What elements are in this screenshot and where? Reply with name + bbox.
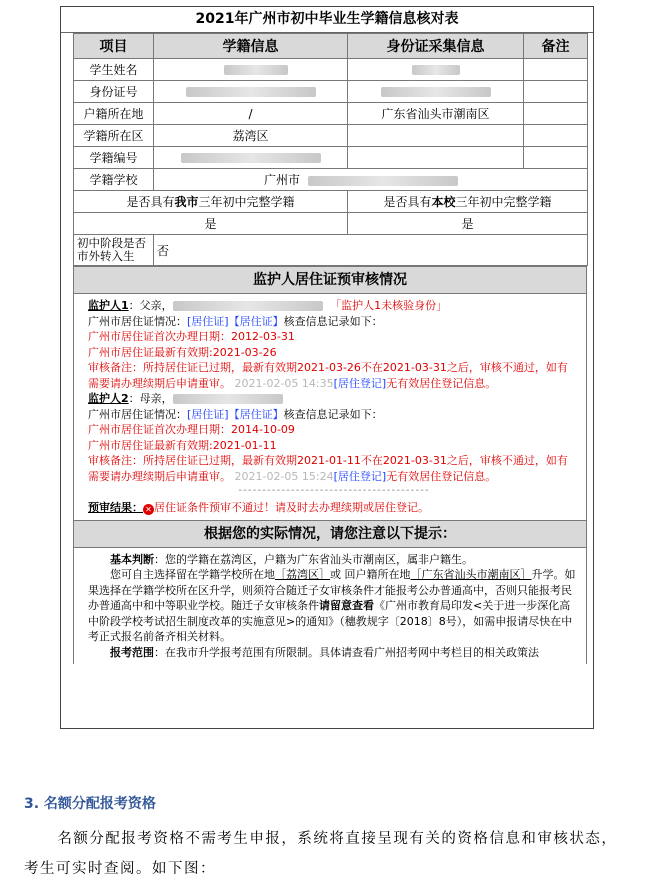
guardian2-status [88,407,578,423]
redaction-blur [308,176,458,186]
result-label: 预审结果： [88,501,143,514]
answer-city: 是 [74,213,348,235]
table-row [74,81,588,103]
redaction-blur [181,153,321,163]
row-label: 学籍学校 [74,169,154,191]
residence-registration-link[interactable]: [居住登记] [333,469,387,483]
guardian2-line [88,391,578,407]
tips-scope [88,645,576,661]
guardian2-label: 监护人2 [88,392,129,405]
q-text: 三年初中完整学籍 [198,195,295,209]
q-text: 三年初中完整学籍 [455,195,552,209]
scope-label: 报考范围 [110,645,154,659]
table-row [74,147,588,169]
registration-text: 无有效居住登记信息。 [386,469,497,483]
cell-value: 广东省汕头市潮南区 [348,103,524,125]
table-row [74,59,588,81]
section3-heading: 3. 名额分配报考资格 [24,796,156,812]
scope-text: ：在我市升学报考范围有所限制。具体请查看广州招考网中考栏目的相关政策法 [154,645,539,659]
tips-text: 您可自主选择留在学籍学校所在地 [110,568,275,581]
cell-value: / [154,103,348,125]
guardian1-relation: ：父亲， [128,299,173,312]
info-table [73,33,588,266]
row-label: 学生姓名 [74,59,154,81]
tips-district: ［荔湾区］ [275,568,330,581]
redacted-cell [154,59,348,81]
table-row [74,103,588,125]
status-tags: [居住证]【居住证】 [187,407,284,421]
q-text: 是否具有 [126,195,175,209]
pre-review-result [88,500,578,516]
result-text: 居住证条件预审不通过！请及时去办理续期或居住登记。 [154,501,429,514]
basic-label: 基本判断 [110,552,154,566]
tips-text: 或 回户籍所在地 [330,568,411,581]
redaction-blur [224,65,288,75]
status-tags: [居住证]【居住证】 [187,314,284,328]
q-emphasis: 本校 [431,195,456,209]
remark-cell [524,81,588,103]
redaction-blur [173,301,323,311]
guardian1-note: 「监护人1未核验身份」 [330,299,448,312]
redaction-blur [186,87,316,97]
guardian1-status [88,314,578,330]
col-header-school-info: 学籍信息 [154,34,348,59]
tips-emphasis: 请留意查看 [319,599,374,612]
question-full-record-school [348,191,588,213]
review-text: 审核备注：所持居住证已过期，最新有效期2021-01-11不在2021-03-31之后，审核不通过，如有需要请办理续期后申请重审。 [88,454,568,483]
tips-body [74,548,586,665]
guardian-heading: 监护人居住证预审核情况 [74,266,586,294]
question-full-record-city [74,191,348,213]
q-emphasis: 我市 [174,195,199,209]
guardian2-review [88,453,578,484]
guardian1-line [88,298,578,314]
guardian2-valid-date: 广州市居住证最新有效期:2021-01-11 [88,438,277,452]
status-text: 核查信息记录如下： [283,407,383,421]
basic-text: ：您的学籍在荔湾区，户籍为广东省汕头市潮南区，属非户籍生。 [154,552,473,566]
row-label: 学籍所在区 [74,125,154,147]
status-text: 核查信息记录如下： [283,314,383,328]
row-label: 身份证号 [74,81,154,103]
col-header-id-info: 身份证采集信息 [348,34,524,59]
review-text: 审核备注：所持居住证已过期，最新有效期2021-03-26不在2021-03-31之后，审核不通过，如有需要请办理续期后申请重审。 [88,361,568,390]
transfer-value: 否 [154,235,588,266]
redacted-cell [154,81,348,103]
guardian-body [74,294,586,520]
guardian1-first-date: 广州市居住证首次办理日期：2012-03-31 [88,330,295,343]
row-label: 户籍所在地 [74,103,154,125]
cell-value [348,125,524,147]
school-name-prefix: 广州市 [264,173,301,187]
answer-school: 是 [348,213,588,235]
error-icon: ✕ [143,504,154,515]
transfer-label-line1: 初中阶段是否 [77,236,146,250]
guardian-section [73,266,587,664]
col-header-remark: 备注 [524,34,588,59]
cell-value: 荔湾区 [154,125,348,147]
remark-cell [524,125,588,147]
q-text: 是否具有 [383,195,432,209]
guardian1-valid-date: 广州市居住证最新有效期:2021-03-26 [88,345,277,359]
cell-value [348,147,524,169]
table-row [74,191,588,213]
residence-registration-link[interactable]: [居住登记] [333,376,387,390]
review-timestamp: 2021-02-05 14:35 [234,376,334,390]
school-name-cell [154,169,588,191]
col-header-item: 项目 [74,34,154,59]
status-label: 广州市居住证情况： [88,407,187,421]
remark-cell [524,103,588,125]
table-row [74,125,588,147]
header-row [74,34,588,59]
redacted-cell [348,81,524,103]
table-row [74,235,588,266]
verification-form [60,6,594,729]
redacted-cell [348,59,524,81]
tips-hukou-place: ［广东省汕头市潮南区］ [410,568,532,581]
status-label: 广州市居住证情况： [88,314,187,328]
remark-cell [524,59,588,81]
table-row [74,213,588,235]
form-title: 2021年广州市初中毕业生学籍信息核对表 [61,7,593,33]
remark-cell [524,147,588,169]
tips-basic [88,552,576,568]
divider: - - - - - - - - - - - - - - - - - - - - - - - - - - - - - - - - - - - - - - - - [238,485,428,496]
redaction-blur [412,65,460,75]
registration-text: 无有效居住登记信息。 [386,376,497,390]
row-label: 学籍编号 [74,147,154,169]
tips-heading: 根据您的实际情况，请您注意以下提示： [74,520,586,548]
review-timestamp: 2021-02-05 15:24 [234,469,334,483]
transfer-label-line2: 市外转入生 [77,249,135,263]
guardian1-review [88,360,578,391]
tips-options [88,567,576,645]
table-row [74,169,588,191]
redacted-cell [154,147,348,169]
redaction-blur [173,394,283,404]
guardian2-first-date: 广州市居住证首次办理日期：2014-10-09 [88,423,295,436]
guardian2-relation: ：母亲， [128,392,173,405]
section3-paragraph: 名额分配报考资格不需考生申报，系统将直接呈现有关的资格信息和审核状态，考生可实时查阅。如下图： [24,831,618,877]
guardian1-label: 监护人1 [88,299,129,312]
transfer-label [74,235,154,266]
tips-text: 《广州市教育局印发<关于进一步深化高中阶段学校考试招生制度改革的实施意见>的通知》（穗教规字〔2018〕8号），如需申报请尽快在中考正式报名前备齐相关材料。 [88,599,573,643]
redaction-blur [381,87,491,97]
tips-text: 升学。如果选择在学籍学校所在区升学，则须符合随迁子女审核条件才能报考公办普通高中，否则只能报考民办普通高中和中等职业学校。随迁子女审核条件 [88,568,576,612]
